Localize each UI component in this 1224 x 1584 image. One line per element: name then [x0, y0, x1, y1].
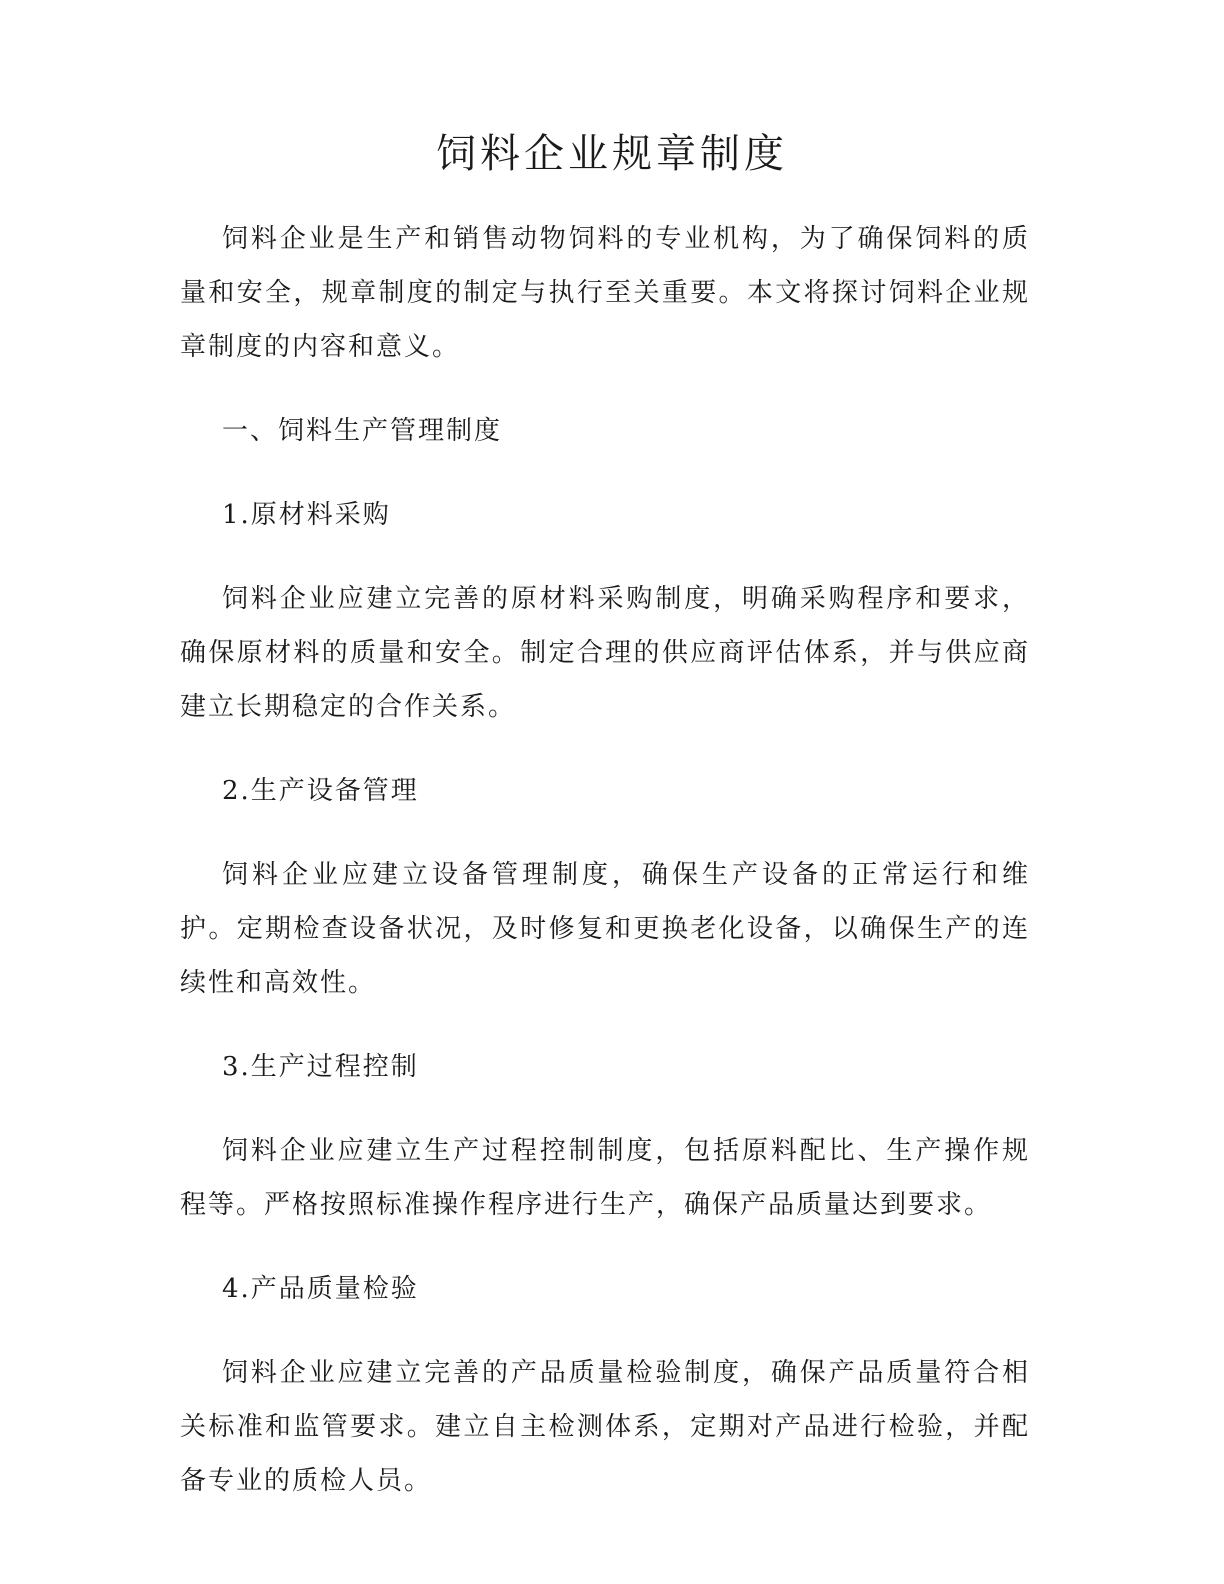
document-body	[180, 212, 1030, 1508]
section-heading: 一、饲料生产管理制度	[222, 416, 503, 446]
subsection-heading: 1.原材料采购	[222, 500, 391, 530]
subsection-heading: 2.生产设备管理	[222, 776, 419, 806]
intro-paragraph: 饲料企业是生产和销售动物饲料的专业机构，为了确保饲料的质量和安全，规章制度的制定与执行至关重要。本文将探讨饲料企业规章制度的内容和意义。	[180, 224, 1030, 362]
subsection-heading: 3.生产过程控制	[222, 1052, 419, 1082]
subsection-paragraph: 饲料企业应建立完善的产品质量检验制度，确保产品质量符合相关标准和监管要求。建立自主检测体系，定期对产品进行检验，并配备专业的质检人员。	[180, 1358, 1030, 1496]
subsection-heading: 4.产品质量检验	[222, 1274, 419, 1304]
subsection-paragraph: 饲料企业应建立生产过程控制制度，包括原料配比、生产操作规程等。严格按照标准操作程序进行生产，确保产品质量达到要求。	[180, 1136, 1030, 1220]
document-title: 饲料企业规章制度	[436, 131, 788, 177]
subsection-paragraph: 饲料企业应建立设备管理制度，确保生产设备的正常运行和维护。定期检查设备状况，及时修复和更换老化设备，以确保生产的连续性和高效性。	[180, 860, 1030, 998]
subsection-paragraph: 饲料企业应建立完善的原材料采购制度，明确采购程序和要求，确保原材料的质量和安全。制定合理的供应商评估体系，并与供应商建立长期稳定的合作关系。	[180, 584, 1030, 722]
